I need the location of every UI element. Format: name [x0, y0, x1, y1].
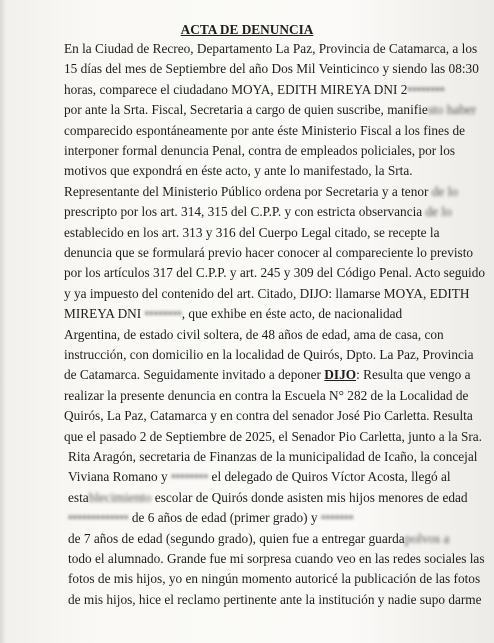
body-line [0, 366, 494, 384]
redacted-text: •••••••• [170, 469, 209, 485]
body-line [0, 60, 494, 78]
body-line [0, 142, 494, 160]
body-line [0, 285, 494, 303]
body-line [0, 489, 494, 507]
redacted-text: ••••••••••••• [68, 510, 129, 526]
redacted-text: de lo [431, 183, 458, 199]
line-text: MIREYA DNI [64, 306, 145, 322]
body-line [0, 264, 494, 282]
line-text: prescripto por los art. 314, 315 del C.P.P. y con estricta observancia [64, 204, 426, 220]
body-line [0, 530, 494, 548]
body-line [0, 162, 494, 180]
line-text: de 6 años de edad (primer grado) y [128, 510, 321, 526]
body-line [0, 387, 494, 405]
body-line [0, 183, 494, 201]
body-line [0, 550, 494, 568]
redacted-text: de lo [425, 204, 452, 220]
line-text: : Resulta que vengo a [356, 367, 471, 383]
line-text: de 7 años de edad (segundo grado), quien fue a entregar guarda [68, 530, 405, 546]
line-text: Quirós, La Paz, Catamarca y en contra del senador José Pio Carletta. Resulta [64, 408, 473, 424]
line-text: Representante del Ministerio Público ordena por Secretaria y a tenor [64, 183, 432, 199]
line-text: por los artículos 317 del C.P.P. y art. 245 y 309 del Código Penal. Acto seguido [64, 265, 486, 281]
body-line [0, 326, 494, 344]
line-text: horas, comparece el ciudadano MOYA, EDITH MIREYA DNI 2 [64, 81, 408, 97]
line-text: que el pasado 2 de Septiembre de 2025, el Senador Pio Carletta, junto a la Sra. [64, 428, 483, 444]
line-text: de Catamarca. Seguidamente invitado a deponer [64, 367, 325, 383]
line-text: por ante la Srta. Fiscal, Secretaria a cargo de quien suscribe, manifie [64, 102, 428, 118]
body-line [0, 468, 494, 486]
body-line [0, 407, 494, 425]
line-text: interponer formal denuncia Penal, contra de empleados policiales, por los [64, 143, 456, 158]
body-line [0, 203, 494, 221]
body-line [0, 448, 494, 466]
line-text: En la Ciudad de Recreo, Departamento La Paz, Provincia de Catamarca, a los [64, 41, 478, 56]
redacted-text: blecimiento [88, 489, 152, 505]
redacted-text: polvos a [404, 530, 450, 546]
body-line [0, 224, 494, 242]
body-line [0, 428, 494, 446]
body-line [0, 81, 494, 99]
line-text: establecido en los art. 313 y 316 del Cuerpo Legal citado, se recepte la [64, 224, 440, 240]
body-line [0, 305, 494, 323]
redacted-text: sto haber [427, 102, 477, 118]
redacted-text: •••••••• [144, 306, 182, 322]
line-text: Argentina, de estado civil soltera, de 48 años de edad, ama de casa, con [64, 326, 444, 342]
line-text: , que exhibe en éste acto, de nacionalidad [181, 306, 403, 322]
body-line [0, 122, 494, 140]
document-title: ACTA DE DENUNCIA [180, 22, 314, 37]
line-text: 15 días del mes de Septiembre del año Dos Mil Veinticinco y siendo las 08:30 [64, 61, 479, 77]
line-text: escolar de Quirós donde asisten mis hijos menores de edad [151, 489, 468, 505]
body-line [0, 101, 494, 119]
body-line [0, 591, 494, 609]
body-line [0, 40, 494, 58]
emphasis-text: DIJO [324, 367, 357, 383]
line-text: Viviana Romano y [68, 469, 171, 485]
redacted-text: ••••••• [320, 510, 354, 526]
line-text: instrucción, con domicilio en la localidad de Quirós, Dpto. La Paz, Provincia [64, 347, 474, 362]
line-text: el delegado de Quiros Víctor Acosta, llegó al [208, 469, 451, 485]
line-text: de mis hijos, hice el reclamo pertinente ante la institución y nadie supo darme [68, 591, 482, 607]
line-text: esta [68, 489, 89, 505]
line-text: Rita Aragón, secretaria de Finanzas de la municipalidad de Icaño, la concejal [68, 449, 478, 464]
body-line [0, 346, 494, 364]
line-text: motivos que expondrá en éste acto, y ante lo manifestado, la Srta. [64, 163, 413, 179]
line-text: todo el alumnado. Grande fue mi sorpresa cuando veo en las redes sociales las [68, 551, 485, 566]
line-text: denuncia que se formulará previo hacer conocer al compareciente lo previsto [64, 245, 474, 260]
body-line [0, 509, 494, 527]
line-text: realizar la presente denuncia en contra la Escuela N° 282 de la Localidad de [64, 387, 469, 403]
body-line [0, 570, 494, 588]
line-text: y ya impuesto del contenido del art. Citado, DIJO: llamarse MOYA, EDITH [64, 285, 470, 301]
line-text: comparecido espontáneamente por ante éste Ministerio Fiscal a los fines de [64, 122, 465, 138]
redacted-text: •••••••• [407, 81, 445, 97]
line-text: fotos de mis hijos, yo en ningún momento autoricé la publicación de las fotos [68, 571, 481, 587]
body-line [0, 244, 494, 262]
